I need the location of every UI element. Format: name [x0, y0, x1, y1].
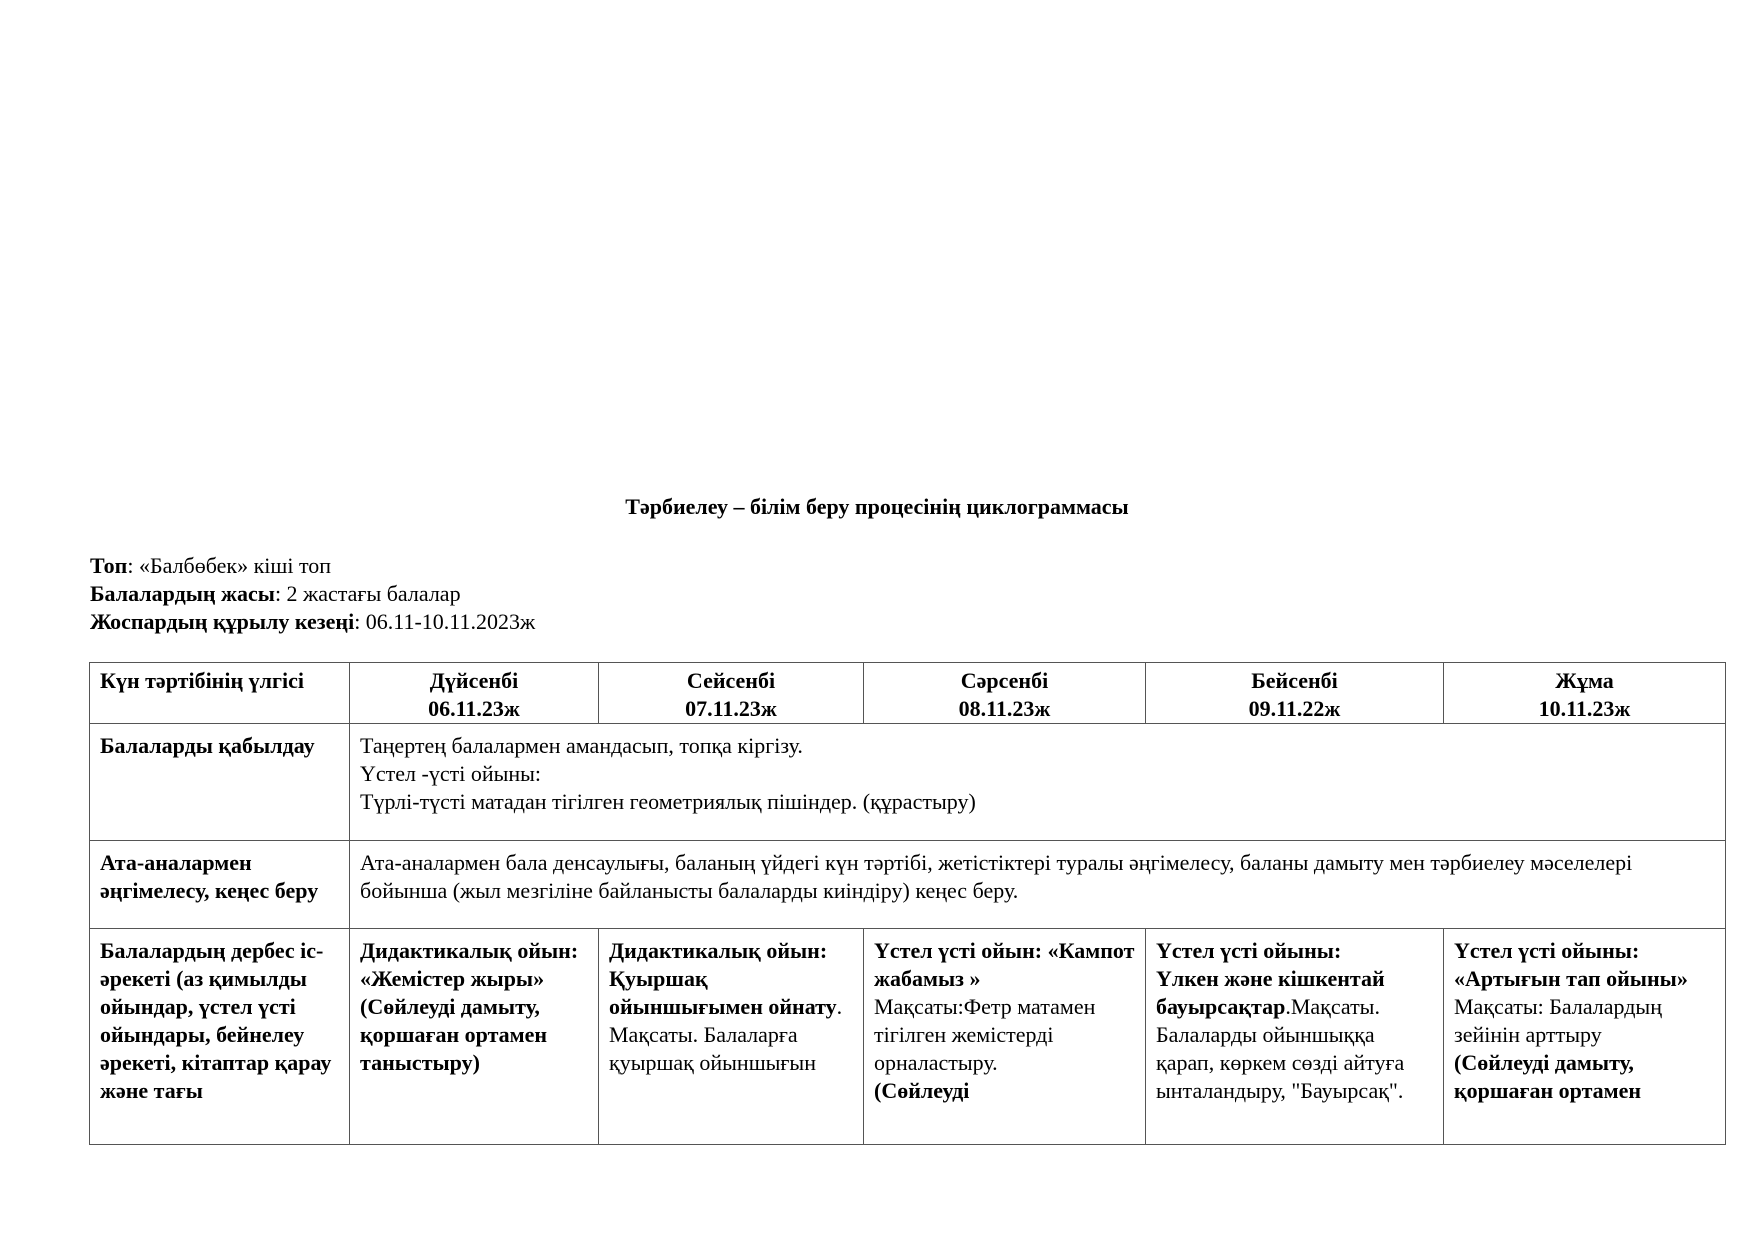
meta-key: Топ — [90, 553, 128, 578]
meta-group — [90, 552, 535, 580]
cell-clip — [1454, 937, 1715, 1142]
meta-key: Жоспардың құрылу кезеңі — [90, 609, 355, 634]
day-date: 06.11.23ж — [428, 696, 520, 721]
cell-clip — [360, 937, 588, 1142]
meta-key: Балалардың жасы — [90, 581, 275, 606]
activity-body — [1156, 965, 1433, 1105]
document-meta — [90, 552, 535, 636]
day-date: 07.11.23ж — [685, 696, 777, 721]
meta-value: : 06.11-10.11.2023ж — [354, 609, 536, 634]
day-date: 08.11.23ж — [958, 696, 1051, 721]
header-cell-thursday — [1146, 663, 1444, 724]
activity-title: Дидактикалық ойын: «Жемістер жыры» — [360, 938, 579, 991]
table-row-independent — [90, 929, 1726, 1145]
activity-title: Үстел үсті ойын: «Кампот жабамыз » — [874, 938, 1135, 991]
activity-game-line — [609, 965, 853, 1021]
parents-content — [350, 841, 1726, 929]
cell-tuesday-activity — [599, 929, 864, 1145]
activity-title: Үстел үсті ойыны: — [1156, 938, 1342, 963]
activity-title: Үстел үсті ойыны: «Артығын тап ойыны» — [1454, 938, 1688, 991]
meta-age — [90, 580, 535, 608]
cell-clip — [1156, 937, 1433, 1142]
row-label-reception: Балаларды қабылдау — [90, 724, 350, 841]
reception-line: Түрлі-түсті матадан тігілген геометриялық пішіндер. (құрастыру) — [360, 789, 976, 814]
header-cell-wednesday — [864, 663, 1146, 724]
row-label-text: Балалардың дербес іс-әрекеті (аз қимылды ойындар, үстел үсті ойындары, бейнелеу әрекеті, кітаптар қарау және тағы — [100, 938, 332, 1103]
reception-line: Таңертең балалармен амандасып, топқа кіргізу. — [360, 733, 803, 758]
parents-text: Ата-аналармен бала денсаулығы, баланың үйдегі күн тәртібі, жетістіктері туралы әңгімелесу, баланы дамыту мен тәрбиелеу мәселелері бойынша (жыл мезгіліне байланысты балаларды киіндіру) кеңес беру. — [360, 850, 1633, 903]
table-row-parents — [90, 841, 1726, 929]
day-date: 09.11.22ж — [1248, 696, 1341, 721]
meta-period — [90, 608, 535, 636]
meta-value: : 2 жастағы балалар — [274, 581, 461, 606]
schedule-table — [89, 662, 1726, 1145]
activity-area: (Сөйлеуді дамыту, қоршаған ортамен — [1454, 1050, 1642, 1103]
activity-area: (Сөйлеуді — [874, 1078, 970, 1103]
row-label-clip — [100, 937, 339, 1142]
activity-goal: Мақсаты:Фетр матамен тігілген жемістерді орналастыру. — [874, 994, 1096, 1075]
activity-punct: . — [836, 994, 843, 1019]
day-name: Бейсенбі — [1251, 668, 1338, 693]
reception-content — [350, 724, 1726, 841]
day-date: 10.11.23ж — [1538, 696, 1631, 721]
activity-game: Үлкен және кішкентай бауырсақтар — [1156, 966, 1385, 1019]
day-name: Сәрсенбі — [960, 668, 1049, 693]
meta-value: : «Балбөбек» кіші топ — [127, 553, 332, 578]
activity-goal: Мақсаты: Балалардың зейінін арттыру — [1454, 994, 1662, 1047]
cell-thursday-activity — [1146, 929, 1444, 1145]
document-title: Тәрбиелеу – білім беру процесінің циклограммасы — [625, 494, 1129, 519]
row-label-independent — [90, 929, 350, 1145]
header-cell-tuesday — [599, 663, 864, 724]
reception-line: Үстел -үсті ойыны: — [360, 761, 542, 786]
header-cell-schedule: Күн тәртібінің үлгісі — [90, 663, 350, 724]
activity-goal: .Мақсаты. Балаларды ойыншыққа қарап, көркем сөзді айтуға ынталандыру, "Бауырсақ". — [1156, 994, 1405, 1103]
day-name: Жұма — [1555, 668, 1614, 693]
header-cell-monday — [350, 663, 599, 724]
activity-game: Қуыршақ ойыншығымен ойнату — [609, 966, 837, 1019]
table-row-reception — [90, 724, 1726, 841]
table-header-row — [90, 663, 1726, 724]
header-cell-friday — [1444, 663, 1726, 724]
cell-friday-activity — [1444, 929, 1726, 1145]
activity-goal: Мақсаты. Балаларға қуыршақ ойыншығын — [609, 1022, 816, 1075]
cell-monday-activity — [350, 929, 599, 1145]
day-name: Дүйсенбі — [429, 668, 519, 693]
activity-area: (Сөйлеуді дамыту, қоршаған ортамен таныстыру) — [360, 994, 548, 1075]
activity-title: Дидактикалық ойын: — [609, 938, 828, 963]
cell-wednesday-activity — [864, 929, 1146, 1145]
cell-clip — [874, 937, 1135, 1142]
day-name: Сейсенбі — [686, 668, 776, 693]
row-label-parents: Ата-аналармен әңгімелесу, кеңес беру — [90, 841, 350, 929]
cell-clip — [609, 937, 853, 1142]
